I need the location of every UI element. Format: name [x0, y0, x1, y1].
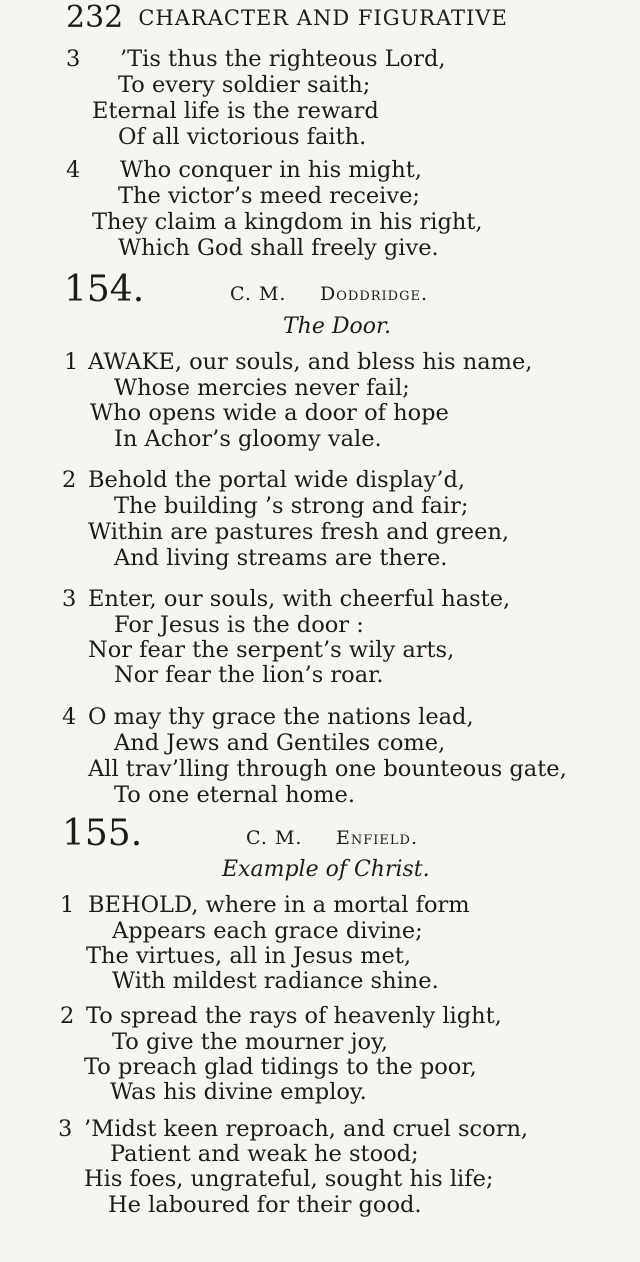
verse-line: Patient and weak he stood;	[110, 1141, 419, 1167]
page-number: 232	[66, 0, 124, 35]
hymn-title: The Door.	[283, 314, 392, 339]
verse-line: ’Midst keen reproach, and cruel scorn,	[84, 1116, 529, 1142]
verse-line: Whose mercies never fail;	[114, 375, 410, 401]
verse-number: 3	[58, 1116, 73, 1142]
verse-number: 1	[60, 892, 75, 918]
verse-line: Appears each grace divine;	[112, 918, 423, 944]
verse-line: And living streams are there.	[114, 545, 448, 571]
verse-line: To spread the rays of heavenly light,	[86, 1003, 502, 1029]
verse-line: For Jesus is the door :	[114, 612, 364, 638]
verse-line: Who conquer in his might,	[120, 157, 422, 183]
verse-line: Of all victorious faith.	[118, 124, 367, 150]
verse-line: Nor fear the lion’s roar.	[114, 662, 384, 688]
verse-line: Eternal life is the reward	[92, 98, 379, 124]
verse-line: Which God shall freely give.	[118, 235, 439, 261]
verse-line: Who opens wide a door of hope	[90, 400, 449, 426]
verse-line: The building ’s strong and fair;	[114, 493, 469, 519]
verse-line: In Achor’s gloomy vale.	[114, 426, 382, 452]
verse-line: The victor’s meed receive;	[118, 183, 420, 209]
verse-line: O may thy grace the nations lead,	[88, 704, 474, 730]
verse-line: The virtues, all in Jesus met,	[86, 943, 412, 969]
verse-number: 4	[66, 157, 81, 183]
verse-number: 2	[60, 1003, 75, 1029]
verse-number: 4	[62, 704, 77, 730]
verse-line: Behold the portal wide display’d,	[88, 467, 466, 493]
verse-line: He laboured for their good.	[108, 1192, 422, 1218]
verse-line: All trav’lling through one bounteous gate,	[88, 756, 567, 782]
hymn-meter: C. M.	[230, 283, 287, 305]
hymn-title: Example of Christ.	[222, 857, 430, 882]
verse-line: With mildest radiance shine.	[112, 968, 439, 994]
verse-line: AWAKE, our souls, and bless his name,	[88, 349, 533, 375]
verse-line: Nor fear the serpent’s wily arts,	[88, 637, 455, 663]
verse-line: To every soldier saith;	[118, 72, 371, 98]
verse-line: His foes, ungrateful, sought his life;	[84, 1166, 494, 1192]
verse-line: Enter, our souls, with cheerful haste,	[88, 586, 511, 612]
verse-line: They claim a kingdom in his right,	[92, 209, 483, 235]
hymn-author: Doddridge.	[320, 283, 428, 305]
page-header	[66, 0, 508, 34]
running-title: CHARACTER AND FIGURATIVE	[138, 5, 508, 30]
verse-line: Was his divine employ.	[110, 1079, 367, 1105]
verse-line: To preach glad tidings to the poor,	[84, 1054, 477, 1080]
verse-line: To one eternal home.	[114, 782, 355, 808]
verse-line: Within are pastures fresh and green,	[88, 519, 510, 545]
hymn-meter: C. M.	[246, 827, 303, 849]
verse-line: BEHOLD, where in a mortal form	[88, 892, 470, 918]
hymn-number: 155.	[62, 813, 143, 854]
verse-line: And Jews and Gentiles come,	[114, 730, 446, 756]
verse-number: 3	[66, 46, 81, 72]
verse-number: 1	[64, 349, 79, 375]
hymn-number: 154.	[64, 269, 145, 310]
verse-line: ’Tis thus the righteous Lord,	[120, 46, 446, 72]
verse-line: To give the mourner joy,	[112, 1029, 388, 1055]
verse-number: 2	[62, 467, 77, 493]
hymn-author: Enfield.	[336, 827, 418, 849]
verse-number: 3	[62, 586, 77, 612]
